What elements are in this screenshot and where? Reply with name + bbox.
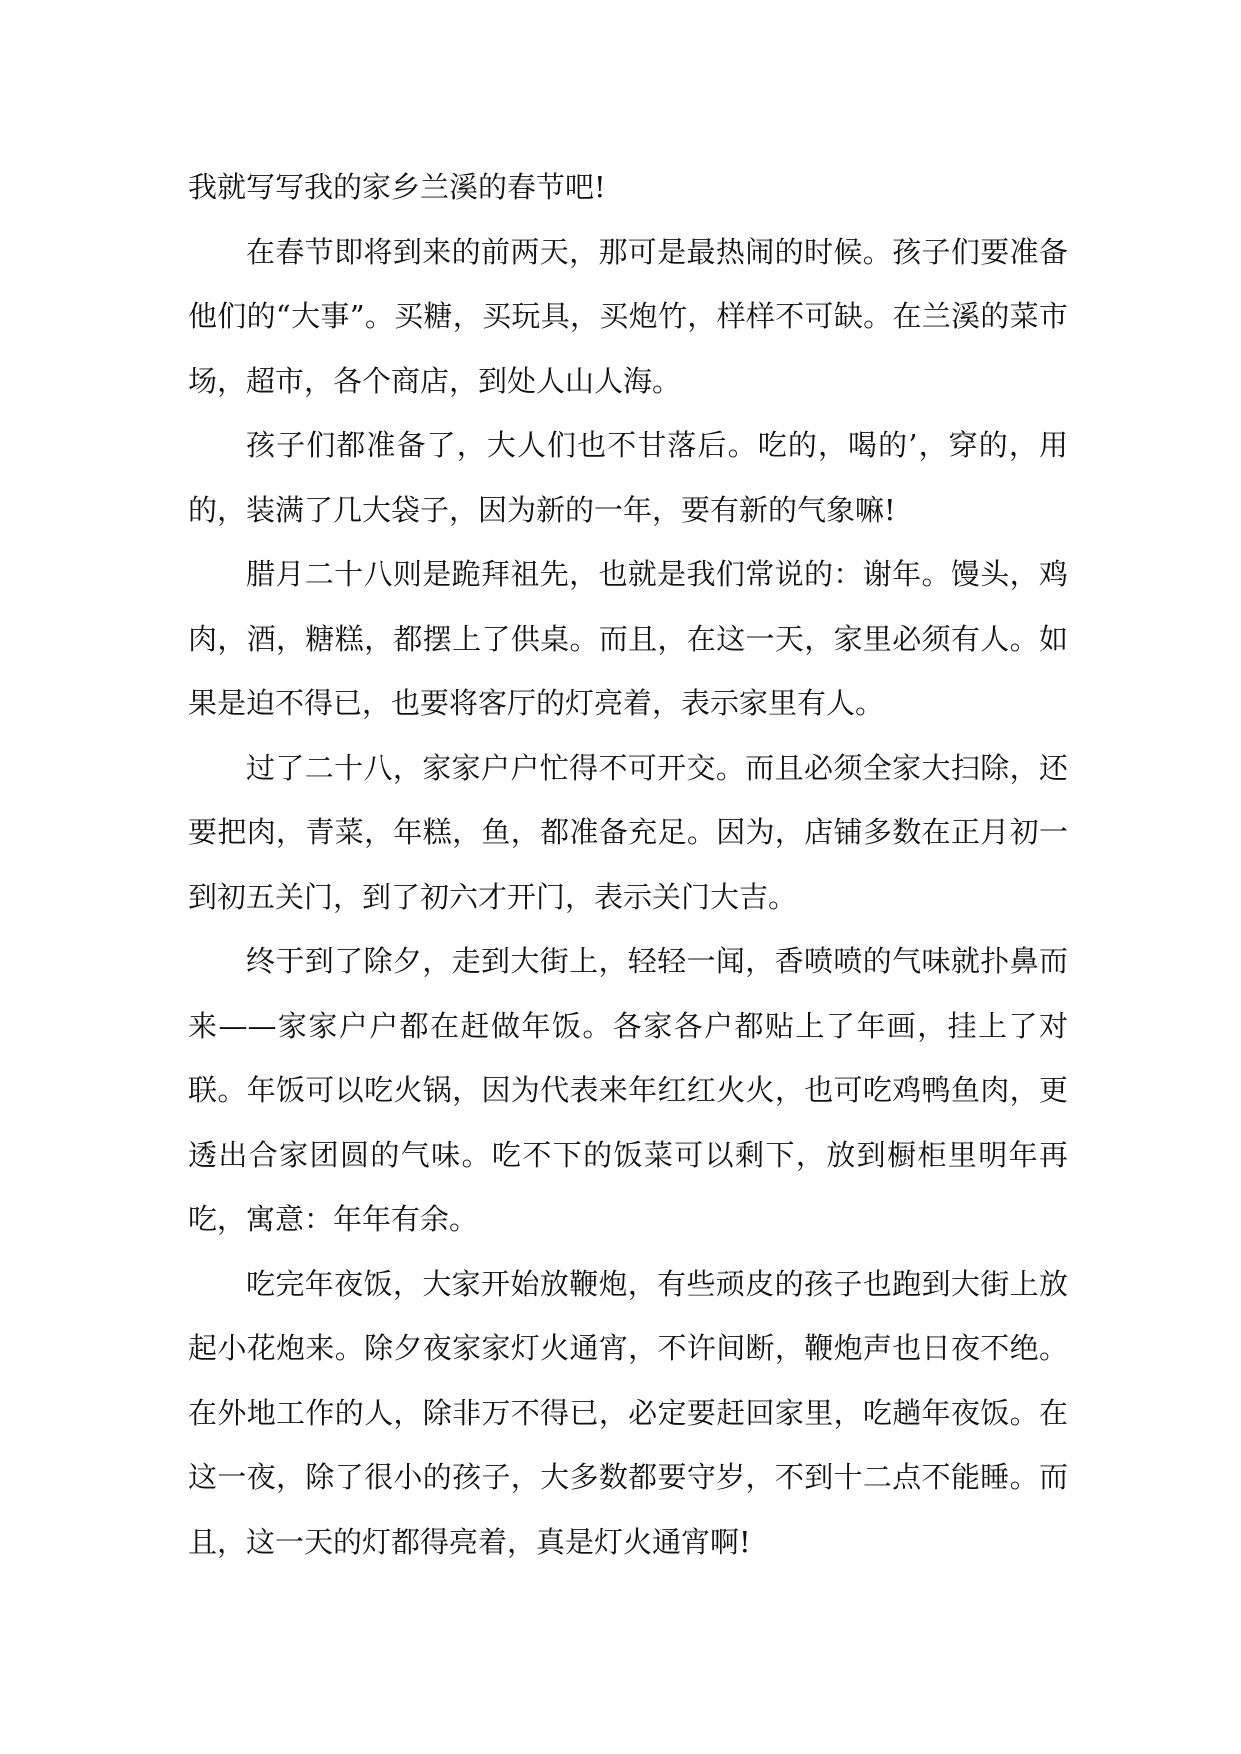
paragraph-2: 在春节即将到来的前两天，那可是最热闹的时候。孩子们要准备他们的“大事”。买糖，买玩具，买炮竹，样样不可缺。在兰溪的菜市场，超市，各个商店，到处人山人海。 (188, 234, 1068, 398)
paragraph-3: 孩子们都准备了，大人们也不甘落后。吃的，喝的’，穿的，用的，装满了几大袋子，因为新的一年，要有新的气象嘛! (188, 428, 1068, 527)
paragraph-5: 过了二十八，家家户户忙得不可开交。而且必须全家大扫除，还要把肉，青菜，年糕，鱼，都准备充足。因为，店铺多数在正月初一到初五关门，到了初六才开门，表示关门大吉。 (188, 750, 1068, 914)
article-body (188, 155, 1068, 1574)
paragraph-7: 吃完年夜饭，大家开始放鞭炮，有些顽皮的孩子也跑到大街上放起小花炮来。除夕夜家家灯火通宵，不许间断，鞭炮声也日夜不绝。在外地工作的人，除非万不得已，必定要赶回家里，吃趟年夜饭。在这一夜，除了很小的孩子，大多数都要守岁，不到十二点不能睡。而且，这一天的灯都得亮着，真是灯火通宵啊! (188, 1266, 1068, 1559)
paragraph-6: 终于到了除夕，走到大街上，轻轻一闻，香喷喷的气味就扑鼻而来——家家户户都在赶做年饭。各家各户都贴上了年画，挂上了对联。年饭可以吃火锅，因为代表来年红红火火，也可吃鸡鸭鱼肉，更透出合家团圆的气味。吃不下的饭菜可以剩下，放到橱柜里明年再吃，寓意：年年有余。 (188, 944, 1068, 1236)
paragraph-1: 我就写写我的家乡兰溪的春节吧! (188, 170, 606, 204)
paragraph-4: 腊月二十八则是跪拜祖先，也就是我们常说的：谢年。馒头，鸡肉，酒，糖糕，都摆上了供桌。而且，在这一天，家里必须有人。如果是迫不得已，也要将客厅的灯亮着，表示家里有人。 (188, 557, 1068, 720)
